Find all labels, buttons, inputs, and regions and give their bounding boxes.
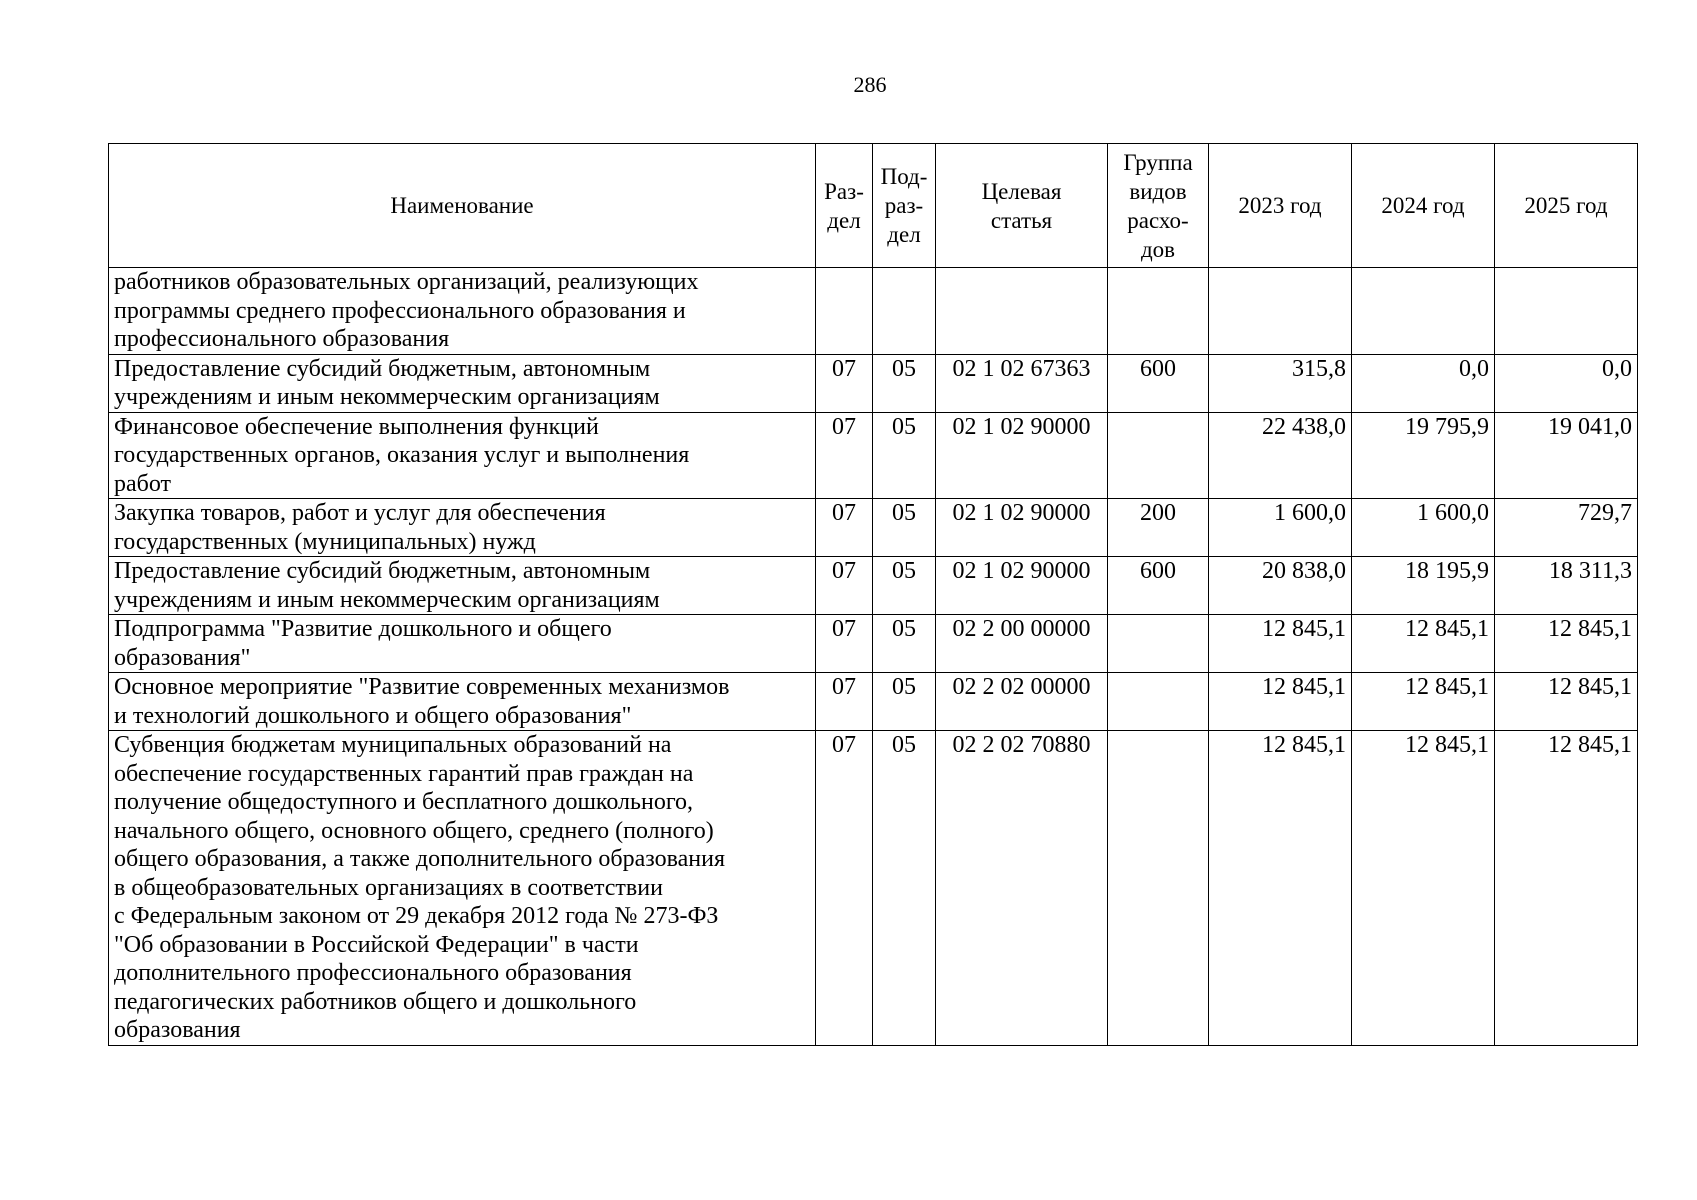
header-2025: 2025 год [1495, 144, 1638, 268]
cell-2025: 19 041,0 [1495, 412, 1638, 499]
cell-2025: 12 845,1 [1495, 615, 1638, 673]
cell-name: Подпрограмма "Развитие дошкольного и общего образования" [109, 615, 816, 673]
table-row [109, 731, 1638, 1046]
cell-name: Финансовое обеспечение выполнения функций государственных органов, оказания услуг и выполнения работ [109, 412, 816, 499]
cell-2024: 1 600,0 [1352, 499, 1495, 557]
header-name: Наименование [109, 144, 816, 268]
table-row [109, 412, 1638, 499]
cell-2023: 20 838,0 [1209, 557, 1352, 615]
header-razdel: Раз- дел [816, 144, 873, 268]
cell-name: работников образовательных организаций, реализующих программы среднего профессионального образования и профессионального образования [109, 268, 816, 355]
cell-2025: 12 845,1 [1495, 673, 1638, 731]
cell-target: 02 1 02 90000 [936, 499, 1108, 557]
table-row [109, 354, 1638, 412]
cell-2025: 0,0 [1495, 354, 1638, 412]
page-number: 286 [853, 72, 887, 97]
cell-razdel [816, 268, 873, 355]
cell-name: Субвенция бюджетам муниципальных образований на обеспечение государственных гарантий прав граждан на получение общедоступного и бесплатного дошкольного, начального общего, основного общего, среднего (полного) общего образования, а также дополнительного образования в общеобразовательных организациях в соответствии с Федеральным законом от 29 декабря 2012 года № 273-ФЗ "Об образовании в Российской Федерации" в части дополнительного профессионального образования педагогических работников общего и дошкольного образования [109, 731, 816, 1046]
budget-table [108, 143, 1638, 1046]
cell-target: 02 1 02 90000 [936, 412, 1108, 499]
cell-2023: 315,8 [1209, 354, 1352, 412]
cell-target: 02 2 02 00000 [936, 673, 1108, 731]
cell-group [1108, 615, 1209, 673]
header-group: Группа видов расхо- дов [1108, 144, 1209, 268]
cell-2024: 0,0 [1352, 354, 1495, 412]
cell-razdel: 07 [816, 673, 873, 731]
table-row [109, 557, 1638, 615]
table-header-row [109, 144, 1638, 268]
cell-name: Основное мероприятие "Развитие современных механизмов и технологий дошкольного и общего образования" [109, 673, 816, 731]
cell-2024 [1352, 268, 1495, 355]
cell-razdel: 07 [816, 557, 873, 615]
cell-razdel: 07 [816, 412, 873, 499]
cell-2023 [1209, 268, 1352, 355]
table-row [109, 268, 1638, 355]
cell-2024: 12 845,1 [1352, 615, 1495, 673]
cell-2025 [1495, 268, 1638, 355]
cell-2025: 18 311,3 [1495, 557, 1638, 615]
cell-2024: 12 845,1 [1352, 673, 1495, 731]
cell-podrazdel: 05 [873, 615, 936, 673]
cell-2023: 22 438,0 [1209, 412, 1352, 499]
cell-podrazdel: 05 [873, 557, 936, 615]
cell-podrazdel: 05 [873, 354, 936, 412]
cell-group: 600 [1108, 557, 1209, 615]
cell-target [936, 268, 1108, 355]
cell-razdel: 07 [816, 731, 873, 1046]
cell-target: 02 1 02 67363 [936, 354, 1108, 412]
cell-podrazdel: 05 [873, 412, 936, 499]
cell-name: Предоставление субсидий бюджетным, автономным учреждениям и иным некоммерческим организациям [109, 354, 816, 412]
cell-target: 02 1 02 90000 [936, 557, 1108, 615]
cell-group [1108, 673, 1209, 731]
cell-group: 200 [1108, 499, 1209, 557]
cell-podrazdel: 05 [873, 499, 936, 557]
cell-2024: 19 795,9 [1352, 412, 1495, 499]
cell-target: 02 2 02 70880 [936, 731, 1108, 1046]
table-row [109, 673, 1638, 731]
cell-2025: 729,7 [1495, 499, 1638, 557]
table-row [109, 615, 1638, 673]
header-2023: 2023 год [1209, 144, 1352, 268]
cell-razdel: 07 [816, 615, 873, 673]
cell-razdel: 07 [816, 354, 873, 412]
cell-podrazdel: 05 [873, 673, 936, 731]
cell-2025: 12 845,1 [1495, 731, 1638, 1046]
cell-2024: 18 195,9 [1352, 557, 1495, 615]
cell-2023: 12 845,1 [1209, 673, 1352, 731]
cell-podrazdel: 05 [873, 731, 936, 1046]
table-row [109, 499, 1638, 557]
cell-group [1108, 412, 1209, 499]
cell-2024: 12 845,1 [1352, 731, 1495, 1046]
cell-2023: 1 600,0 [1209, 499, 1352, 557]
cell-2023: 12 845,1 [1209, 731, 1352, 1046]
cell-podrazdel [873, 268, 936, 355]
table-body [109, 268, 1638, 1046]
cell-group [1108, 268, 1209, 355]
header-target: Целевая статья [936, 144, 1108, 268]
cell-2023: 12 845,1 [1209, 615, 1352, 673]
header-2024: 2024 год [1352, 144, 1495, 268]
cell-target: 02 2 00 00000 [936, 615, 1108, 673]
header-podrazdel: Под- раз- дел [873, 144, 936, 268]
cell-razdel: 07 [816, 499, 873, 557]
cell-name: Предоставление субсидий бюджетным, автономным учреждениям и иным некоммерческим организациям [109, 557, 816, 615]
cell-group [1108, 731, 1209, 1046]
cell-group: 600 [1108, 354, 1209, 412]
cell-name: Закупка товаров, работ и услуг для обеспечения государственных (муниципальных) нужд [109, 499, 816, 557]
